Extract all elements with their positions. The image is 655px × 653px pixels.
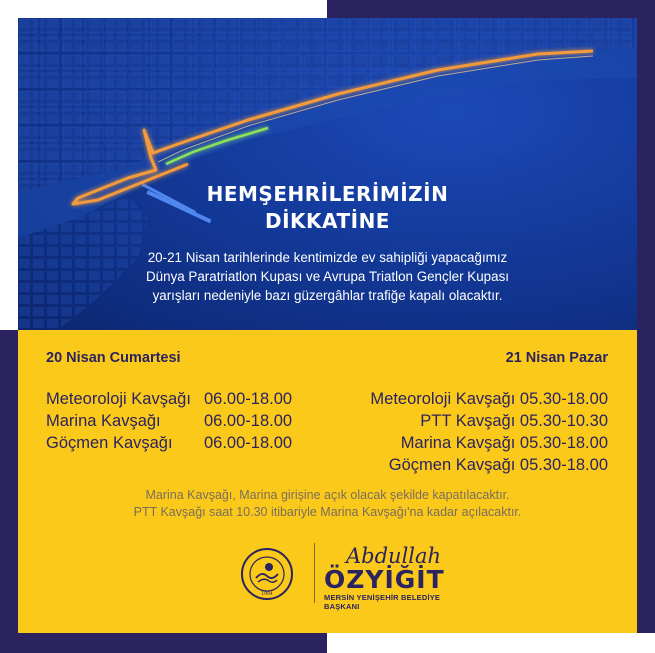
junction-name: Göçmen Kavşağı bbox=[388, 456, 516, 474]
junction-name: Marina Kavşağı bbox=[46, 412, 161, 430]
mayor-signature-logo bbox=[324, 545, 464, 611]
intro-line-3: yarışları nedeniyle bazı güzergâhlar trafiğe kapalı olacaktır. bbox=[152, 288, 503, 303]
schedule-row bbox=[46, 388, 292, 410]
schedule-row bbox=[370, 432, 608, 454]
closure-time: 05.30-10.30 bbox=[519, 412, 608, 430]
signature-script: Abdullah bbox=[346, 544, 442, 568]
junction-name: Meteoroloji Kavşağı bbox=[46, 390, 191, 408]
day2-title: 21 Nisan Pazar bbox=[505, 350, 608, 366]
schedule-row bbox=[370, 410, 608, 432]
route-map-panel bbox=[18, 18, 637, 330]
schedule-row bbox=[370, 454, 608, 476]
note-line-1: Marina Kavşağı, Marina girişine açık olacak şekilde kapatılacaktır. bbox=[145, 488, 510, 502]
closure-time: 06.00-18.00 bbox=[204, 390, 293, 408]
intro-line-1: 20-21 Nisan tarihlerinde kentimizde ev sahipliği yapacağımız bbox=[147, 250, 508, 265]
schedule-row bbox=[46, 432, 292, 454]
logo-divider bbox=[314, 543, 315, 603]
municipality-seal-logo bbox=[240, 547, 294, 601]
note-line-2: PTT Kavşağı saat 10.30 itibariyle Marina Kavşağı'na kadar açılacaktır. bbox=[133, 505, 522, 519]
bottom-corner-cutout bbox=[327, 633, 655, 653]
closure-time: 06.00-18.00 bbox=[204, 434, 293, 452]
junction-name: PTT Kavşağı bbox=[420, 412, 516, 430]
intro-line-2: Dünya Paratriatlon Kupası ve Avrupa Triatlon Gençler Kupası bbox=[146, 269, 509, 284]
day2-schedule bbox=[370, 388, 608, 476]
day1-title: 20 Nisan Cumartesi bbox=[46, 350, 181, 366]
headline-line-1: HEMŞEHRİLERİMİZİN bbox=[206, 182, 449, 206]
schedule-row bbox=[370, 388, 608, 410]
closure-time: 05.30-18.00 bbox=[519, 390, 608, 408]
day1-schedule bbox=[46, 388, 292, 454]
schedule-row bbox=[46, 410, 292, 432]
signature-title: MERSİN YENİŞEHİR BELEDİYE BAŞKANI bbox=[324, 593, 441, 611]
junction-name: Marina Kavşağı bbox=[400, 434, 516, 452]
closure-time: 05.30-18.00 bbox=[519, 434, 608, 452]
junction-name: Göçmen Kavşağı bbox=[46, 434, 173, 452]
seal-year: 1994 bbox=[261, 592, 273, 597]
closure-time: 06.00-18.00 bbox=[204, 412, 293, 430]
signature-name: ÖZYİĞİT bbox=[324, 565, 445, 594]
schedule-panel bbox=[18, 330, 637, 633]
junction-name: Meteoroloji Kavşağı bbox=[370, 390, 516, 408]
headline-line-2: DİKKATİNE bbox=[265, 209, 390, 233]
closure-time: 05.30-18.00 bbox=[519, 456, 608, 474]
